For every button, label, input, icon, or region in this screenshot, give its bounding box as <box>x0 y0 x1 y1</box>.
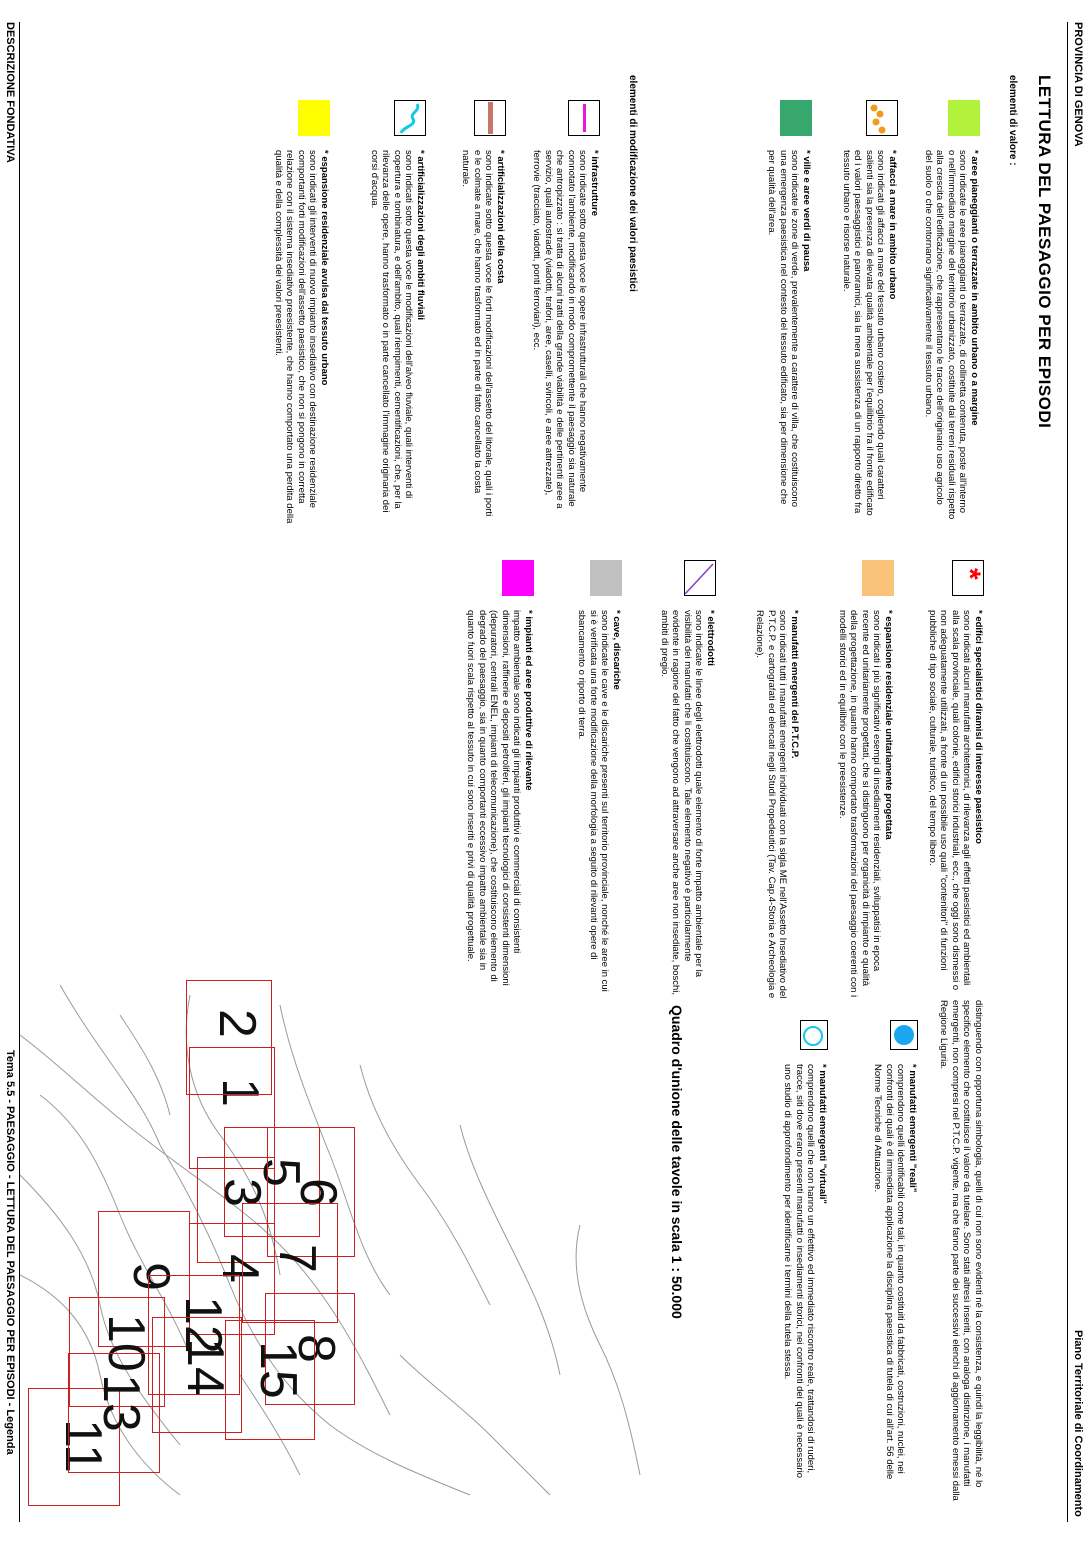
tile-9[interactable]: 9 <box>98 1211 190 1347</box>
tile-7[interactable]: 7 <box>242 1203 338 1323</box>
ring-icon <box>803 1026 823 1046</box>
tile-1[interactable]: 1 <box>189 1047 275 1169</box>
tile-14[interactable]: 14 <box>152 1317 242 1433</box>
costa-line-icon <box>488 102 493 134</box>
orange-dots-swatch <box>866 100 898 136</box>
dots-icon <box>865 101 897 137</box>
power-line-icon <box>683 561 715 597</box>
elettrodotti-swatch <box>684 560 716 596</box>
map-index <box>20 975 660 1515</box>
map-title: Quadro d'unione delle tavole in scala 1 : 50.000 <box>669 1005 685 1319</box>
tile-10[interactable]: 10 <box>69 1297 165 1407</box>
costa-swatch <box>474 100 506 136</box>
grey-swatch <box>590 560 622 596</box>
yellow-swatch <box>298 100 330 136</box>
tile-11[interactable]: 11 <box>28 1388 120 1506</box>
tile-5[interactable]: 5 <box>224 1127 320 1237</box>
section-modificazione: elementi di modificazione dei valori paesistici <box>627 75 638 292</box>
page-title: LETTURA DEL PAESAGGIO PER EPISODI <box>1035 75 1054 429</box>
virtuali-swatch <box>800 1020 828 1050</box>
reali-swatch <box>890 1020 918 1050</box>
tile-13[interactable]: 13 <box>68 1353 160 1473</box>
star-swatch <box>952 560 984 596</box>
header-province: PROVINCIA DI GENOVA <box>1072 22 1084 147</box>
blue-dot-icon <box>894 1025 914 1045</box>
footer-left: DESCRIZIONE FONDATIVA <box>4 22 16 163</box>
right-intro: distinguendo con opportuna simbologia, quelli di cui non sono evidenti né la consistenza, e quindi la leggibilità, né lo specifico elemento che costituisce il valore da tutelare. Sono stati altresì inseriti, con analoga distinzione, i manufatti emergenti, non compresi nel P.T.C.P. vigente, ma che fanno parte dei successivi elenchi di aggiornamento emessi dalla Regione Liguria. <box>938 1000 984 1501</box>
section-valore: elementi di valore : <box>1007 75 1018 166</box>
footer-rule <box>19 22 20 1522</box>
header-rule <box>1067 22 1068 1522</box>
tile-6[interactable]: 6 <box>267 1127 355 1257</box>
river-icon <box>393 101 425 137</box>
tile-12[interactable]: 12 <box>148 1275 240 1395</box>
fluviali-swatch <box>394 100 426 136</box>
legend-sheet: PROVINCIA DI GENOVA Piano Territoriale di Coordinamento LETTURA DEL PAESAGGIO PER EPISODI elementi di valore : * aree pianeggianti o terrazzate in ambito urbano o a margine sono indicate le aree pianeggianti o terrazzate, di collinetta contenuta, poste all'interno o nell'immediato margine del territorio urbanizzato, costituite dai terreni residuali rispetto alla crescita dell'edificazione, che rappresentano le tracce dell'originario uso agricolo del suolo o che contornano significativamente il tessuto urbano. * affacci a mare in ambito urbano sono indicati gli affacci a mare del tessuto urbano costiero, cogliendo quali caratteri salienti sia la presenza di elevata qualità ambientale per l'equilibrio fra il fronte edificato ed i valori paesaggistici e panoramici, sia la mera sussistenza di un rapporto diretto fra tessuto urbano e risorse naturale. * ville e aree verdi di pausa sono indicate le zone di verde, prevalentemente a carattere di villa, che costituiscono una emergenza paesistica nel contesto del tessuto edificato, sia per dimensione che per qualità dell'area. elementi di modificazione dei valori paesistici * infrastrutture sono indicate sotto questa voce le opere infrastrutturali che hanno negativamente connotato l'ambiente, modificando in modo compromettente il paesaggio sia naturale che antropizzato : si tratta di alcuni tratti della grande viabilità e delle pertinenti aree a servizio, quali autostrade (viadotti, trafori, aree, caselli, svincoli, e aree attrezzate), ferrovie (tracciato, viadotti, ponti ferroviari), ecc. * artificializzazioni della costa sono indicate sotto questa voce le forti modificazioni dell'assetto del litorale, quali i porti e le colmate a mare, che hanno trasformato ed in parte di fatto cancellato la costa naturale. * artificializzazioni degli ambiti fluviali sono indicati sotto questa voce le modificazioni dell'alveo fluviale, quali interventi di copertura e tombinatura, e dell'ambito, quali riempimenti, cementificazioni, che, per la rilevanza delle opere, hanno trasformato o in parte cancellato l'immagine originaria dei corsi d'acqua. * espansione residenziale avulsa dal tessuto urbano sono indicati gli interventi di nuovo impianto insediativo con destinazione residenziale comportanti forti modificazioni dell'assetto paesistico, che non si pongono in corretta relazione con il sistema insediativo preesistente, che hanno comportato una perdita della qualità e della complessità dei valori preesistenti. * * edifici specialistici diramisi di interesse paesistico sono indicati alcuni manufatti architettonici, di rilevanza agli effetti paesistici ed ambientali alla scala provinciale, quali colonie, edifici storici industriali, ecc., che oggi sono dismessi o non adeguatamente utilizzati, a fronte di un possibile uso quali "contenitori" di funzioni pubbliche di tipo sociale, culturale, turistico, del tempo libero. * espansione residenziale unitariamente progettata sono indicati i più significativi esempi di insediamenti residenziali, sviluppatisi in epoca recente ed unitariamente progettati, che si distinguono per organicità di impianto e qualità della progettazione, in quanto hanno comportato trasformazioni del paesaggio coerenti con i modelli storici ed in equilibrio con le preesistenze. * manufatti emergenti del P.T.C.P. sono indicati tutti i manufatti emergenti individuati con la sigla ME nell'Assetto Insediativo del P.T.C.P. e cartografati ed elencati negli Studi Propedeutici (Tav. Cap.4-Storia e Archeologia e Relazione). * elettrodotti sono indicate le linee degli elettrodotti quale elemento di forte impatto ambientale per la visibilità dei manufatti che li costituiscono. Tale elemento negativo è particolarmente evidente in ragione del fatto che vengono ad attraversare anche aree non insediate, boschi, ambiti di pregio. * cave, discariche sono indicate le cave e le discariche presenti sul territorio provinciale, nonché le aree in cui si è verificata una forte modificazione della morfologia a seguito di rilevanti opere di sbancamento o riporto di terra. * impianti ed aree produttive di rilevante impatto ambientale sono indicati gli impianti produttivi e commerciali di consistenti dimensioni, raffinerie e depositi petroliferi, gli impianti tecnologici di consistenti dimensioni (depuratori, centrali ENEL, impianti di telecomunicazione), che costituiscono elemento di degrado del paesaggio, sia in quanto comportanti eccessivo impatto ambientale sia in quanto fuori scala rispetto al tessuto in cui sono inseriti e privi di qualità progettuale. distinguendo con opportuna simbologia, quelli di cui non sono evidenti né la consistenza, e quindi la leggibilità, né lo specifico elemento che costituisce il valore da tutelare. Sono stati altresì inseriti, con analoga distinzione, i manufatti emergenti, non compresi nel P.T.C.P. vigente, ma che fanno parte dei successivi elenchi di aggiornamento emessi dalla Regione Liguria. * manufatti emergenti "reali" comprendono quelli identificabili come tali, in quanto costituiti da fabbricati, costruzioni, nuclei, nei confronti dei quali è di immediata applicazione la disciplina paesistica di tutela di cui all'art. 56 delle Norme Tecniche di Attuazione. * manufatti emergenti "virtuali" comprendono quelli che non hanno un effettivo ed immediato riscontro reale, trattandosi di ruderi, tracce, siti dove erano presenti manufatti o insediamenti storici, nei confronti dei quali è necessario uno studio di approfondimento per identificarne i termini della tutela stessa. Quadro d'unione delle tavole in scala 1 : 50.000 1 2 3 4 5 6 7 8 9 10 11 12 13 14 15 DESCRIZIONE FONDATIVA Tema 5.5 - PAESAGGIO - LETTURA DEL PAESAGGIO PER EPISODI - Legenda <box>0 0 1090 1546</box>
header-plan: Piano Territoriale di Coordinamento <box>1072 1330 1084 1517</box>
tile-2[interactable]: 2 <box>186 980 272 1095</box>
orange-light-swatch <box>862 560 894 596</box>
infrastrutture-swatch <box>568 100 600 136</box>
footer-right: Tema 5.5 - PAESAGGIO - LETTURA DEL PAESAGGIO PER EPISODI - Legenda <box>4 1050 16 1455</box>
tile-4[interactable]: 4 <box>189 1223 275 1335</box>
green-dark-swatch <box>780 100 812 136</box>
green-light-swatch <box>948 100 980 136</box>
magenta-swatch <box>502 560 534 596</box>
infra-line-icon <box>583 104 586 132</box>
red-star-icon: * <box>953 568 986 580</box>
tile-3[interactable]: 3 <box>197 1157 275 1263</box>
tile-15[interactable]: 15 <box>225 1320 315 1440</box>
tile-8[interactable]: 8 <box>265 1293 355 1405</box>
